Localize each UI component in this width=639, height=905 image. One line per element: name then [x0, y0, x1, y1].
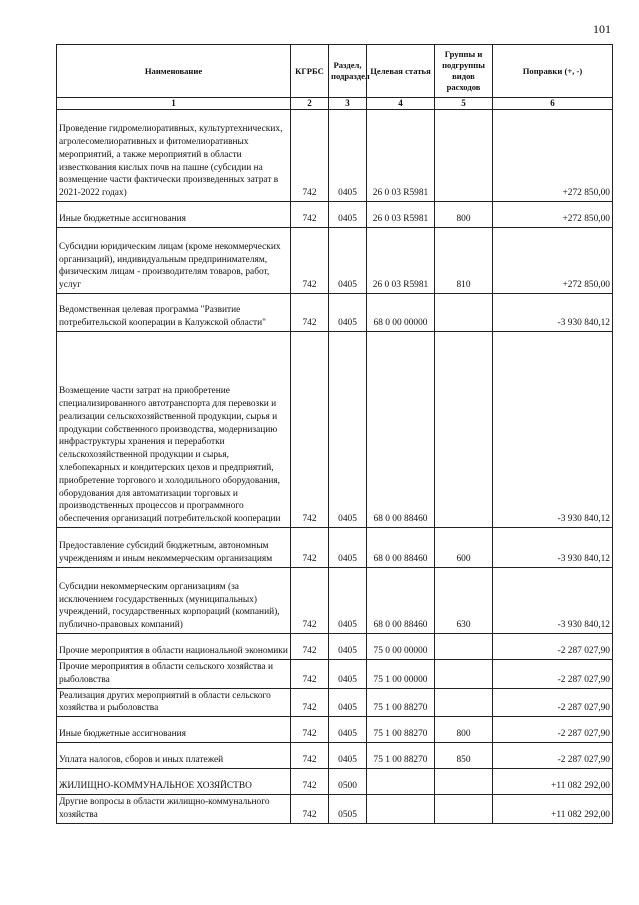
row-target: 26 0 03 R5981: [367, 110, 435, 202]
header-group: Группы и подгруппы видов расходов: [435, 45, 493, 98]
row-section: 0405: [329, 743, 367, 769]
row-target: 68 0 00 88460: [367, 332, 435, 528]
row-ktrbs: 742: [291, 743, 329, 769]
table-row: [57, 110, 613, 202]
col-number-2: 2: [291, 98, 329, 110]
table-row: [57, 528, 613, 568]
col-number-5: 5: [435, 98, 493, 110]
row-target: 26 0 03 R5981: [367, 228, 435, 294]
row-group: [435, 769, 493, 795]
row-target: 75 1 00 88270: [367, 743, 435, 769]
row-amend: +272 850,00: [493, 228, 613, 294]
header-target: Целевая статья: [367, 45, 435, 98]
row-group: 800: [435, 202, 493, 228]
row-ktrbs: 742: [291, 332, 329, 528]
row-amend: -2 287 027,90: [493, 688, 613, 717]
row-section: 0405: [329, 634, 367, 660]
table-row: [57, 743, 613, 769]
table-row: [57, 634, 613, 660]
row-target: 68 0 00 00000: [367, 294, 435, 332]
row-ktrbs: 742: [291, 294, 329, 332]
row-name: Субсидии юридическим лицам (кроме некоммерческих организаций), индивидуальным предпринимателям, физическим лицам - производителям товаров, работ, услуг: [57, 228, 291, 294]
row-name: Предоставление субсидий бюджетным, автономным учреждениям и иным некоммерческим организациям: [57, 528, 291, 568]
row-section: 0405: [329, 228, 367, 294]
row-amend: +11 082 292,00: [493, 769, 613, 795]
row-ktrbs: 742: [291, 228, 329, 294]
row-name: ЖИЛИЩНО-КОММУНАЛЬНОЕ ХОЗЯЙСТВО: [57, 769, 291, 795]
row-group: [435, 795, 493, 824]
row-amend: +272 850,00: [493, 110, 613, 202]
row-ktrbs: 742: [291, 795, 329, 824]
row-target: 68 0 00 88460: [367, 528, 435, 568]
row-name: Субсидии некоммерческим организациям (за исключением государственных (муниципальных) учреждений, государственных корпораций (компаний), публично-правовых компаний): [57, 568, 291, 634]
row-section: 0405: [329, 688, 367, 717]
table-row: [57, 795, 613, 824]
row-target: 68 0 00 88460: [367, 568, 435, 634]
row-ktrbs: 742: [291, 110, 329, 202]
row-ktrbs: 742: [291, 688, 329, 717]
row-amend: +272 850,00: [493, 202, 613, 228]
table-row: [57, 332, 613, 528]
col-number-3: 3: [329, 98, 367, 110]
row-name: Прочие мероприятия в области национальной экономики: [57, 634, 291, 660]
col-number-1: 1: [57, 98, 291, 110]
col-number-4: 4: [367, 98, 435, 110]
table-row: [57, 568, 613, 634]
table-row: [57, 228, 613, 294]
row-section: 0405: [329, 717, 367, 743]
header-amend: Поправки (+, -): [493, 45, 613, 98]
row-target: 75 1 00 88270: [367, 688, 435, 717]
header-section: Раздел, подраздел: [329, 45, 367, 98]
row-section: 0405: [329, 660, 367, 689]
row-section: 0405: [329, 528, 367, 568]
row-group: 800: [435, 717, 493, 743]
row-group: [435, 332, 493, 528]
row-amend: -2 287 027,90: [493, 660, 613, 689]
row-group: [435, 110, 493, 202]
row-amend: -3 930 840,12: [493, 528, 613, 568]
row-ktrbs: 742: [291, 660, 329, 689]
row-amend: +11 082 292,00: [493, 795, 613, 824]
row-group: 850: [435, 743, 493, 769]
row-target: 75 0 00 00000: [367, 634, 435, 660]
row-section: 0405: [329, 568, 367, 634]
row-target: 75 1 00 00000: [367, 660, 435, 689]
row-ktrbs: 742: [291, 634, 329, 660]
row-name: Проведение гидромелиоративных, культуртехнических, агролесомелиоративных и фитомелиоративных мероприятий, а также мероприятий в области известкования кислых почв на пашне (субсидии на возмещение части фактически произведенных затрат в 2021-2022 годах): [57, 110, 291, 202]
row-section: 0405: [329, 294, 367, 332]
row-ktrbs: 742: [291, 568, 329, 634]
row-amend: -2 287 027,90: [493, 743, 613, 769]
row-section: 0405: [329, 110, 367, 202]
row-group: [435, 660, 493, 689]
row-name: Уплата налогов, сборов и иных платежей: [57, 743, 291, 769]
row-amend: -3 930 840,12: [493, 294, 613, 332]
row-ktrbs: 742: [291, 717, 329, 743]
row-name: Прочие мероприятия в области сельского хозяйства и рыболовства: [57, 660, 291, 689]
row-amend: -3 930 840,12: [493, 332, 613, 528]
row-target: [367, 769, 435, 795]
row-name: Другие вопросы в области жилищно-коммунального хозяйства: [57, 795, 291, 824]
header-name: Наименование: [57, 45, 291, 98]
header-ktrbs: КГРБС: [291, 45, 329, 98]
row-group: 600: [435, 528, 493, 568]
page-number: 101: [593, 22, 611, 36]
col-number-6: 6: [493, 98, 613, 110]
row-section: 0405: [329, 332, 367, 528]
budget-amendments-table: [56, 44, 613, 824]
table-row: [57, 717, 613, 743]
column-number-row: [57, 98, 613, 110]
table-row: [57, 202, 613, 228]
row-amend: -2 287 027,90: [493, 634, 613, 660]
row-group: [435, 688, 493, 717]
table-row: [57, 294, 613, 332]
row-group: 810: [435, 228, 493, 294]
row-name: Иные бюджетные ассигнования: [57, 202, 291, 228]
row-ktrbs: 742: [291, 202, 329, 228]
row-name: Иные бюджетные ассигнования: [57, 717, 291, 743]
row-amend: -3 930 840,12: [493, 568, 613, 634]
table-row: [57, 769, 613, 795]
row-name: Реализация других мероприятий в области сельского хозяйства и рыболовства: [57, 688, 291, 717]
row-section: 0405: [329, 202, 367, 228]
row-ktrbs: 742: [291, 769, 329, 795]
row-target: 75 1 00 88270: [367, 717, 435, 743]
row-ktrbs: 742: [291, 528, 329, 568]
table-row: [57, 660, 613, 689]
row-group: [435, 294, 493, 332]
row-section: 0505: [329, 795, 367, 824]
row-target: 26 0 03 R5981: [367, 202, 435, 228]
row-amend: -2 287 027,90: [493, 717, 613, 743]
table-header-row: [57, 45, 613, 98]
table-row: [57, 688, 613, 717]
row-group: [435, 634, 493, 660]
row-name: Возмещение части затрат на приобретение специализированного автотранспорта для перевозки и реализации сельскохозяйственной продукции, сырья и продукции собственного производства, модернизацию инфраструктуры хранения и переработки сельскохозяйственной продукции и сырья, хлебопекарных и кондитерских цехов и предприятий, приобретение торгового и холодильного оборудования, оборудования для автоматизации торговых и производственных процессов и программного обеспечения организаций потребительской кооперации: [57, 332, 291, 528]
row-target: [367, 795, 435, 824]
row-name: Ведомственная целевая программа "Развитие потребительской кооперации в Калужской области": [57, 294, 291, 332]
row-group: 630: [435, 568, 493, 634]
row-section: 0500: [329, 769, 367, 795]
